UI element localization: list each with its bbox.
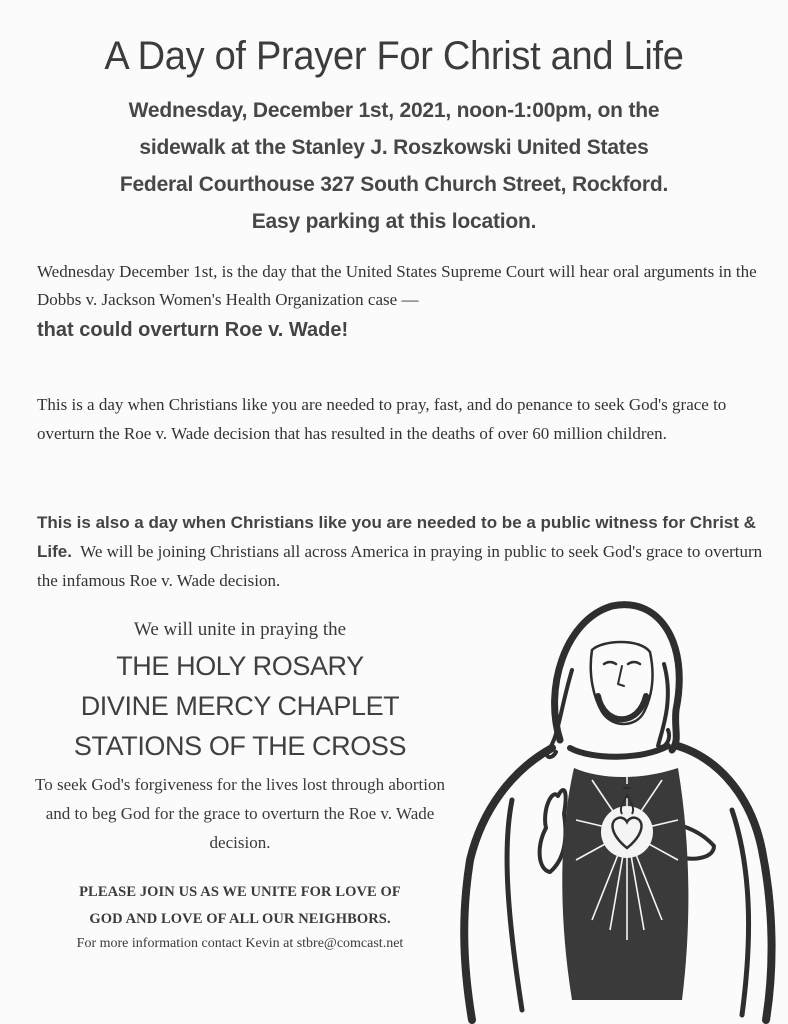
paragraph-emphasis: that could overturn Roe v. Wade! xyxy=(37,319,349,341)
robe-body xyxy=(562,768,688,1000)
event-details xyxy=(0,92,788,240)
hair-right xyxy=(658,664,669,747)
eye-left xyxy=(604,662,616,664)
face-outline xyxy=(591,642,653,724)
mantle-left xyxy=(507,800,522,1010)
heart-glow xyxy=(601,806,653,858)
join-call xyxy=(30,879,450,933)
event-details-line: Wednesday, December 1st, 2021, noon-1:00pm, on the xyxy=(128,99,660,122)
event-details-line: Easy parking at this location. xyxy=(251,210,537,233)
flyer-title: A Day of Prayer For Christ and Life xyxy=(104,34,684,78)
event-details-line: Federal Courthouse 327 South Church Street, Rockford. xyxy=(119,173,669,196)
eye-right xyxy=(628,662,640,664)
join-call-line: PLEASE JOIN US AS WE UNITE FOR LOVE OF xyxy=(79,884,401,900)
event-details-line: sidewalk at the Stanley J. Roszkowski United States xyxy=(139,136,649,159)
hair-outline xyxy=(555,605,680,750)
prayer-list xyxy=(30,646,450,766)
nose xyxy=(618,666,624,686)
robe-right xyxy=(678,746,772,1020)
prayer-item: STATIONS OF THE CROSS xyxy=(73,731,407,761)
public-witness-paragraph xyxy=(37,508,767,595)
prayer-item: DIVINE MERCY CHAPLET xyxy=(80,691,400,721)
mantle-right xyxy=(732,810,749,1015)
paragraph-text: Wednesday December 1st, is the day that the United States Supreme Court will hear oral arguments in the Dobbs v. Jackson Women's Health Organization case — xyxy=(37,262,757,309)
prayer-fast-paragraph: This is a day when Christians like you are needed to pray, fast, and do penance to seek God's grace to overturn the Roe v. Wade decision that has resulted in the deaths of over 60 million children. xyxy=(37,395,727,443)
prayer-program xyxy=(30,616,450,955)
sacred-heart-illustration xyxy=(452,600,788,1024)
unite-intro: We will unite in praying the xyxy=(133,619,347,640)
contact-info: For more information contact Kevin at stbre@comcast.net xyxy=(76,936,404,951)
paragraph-emphasis: This is also a day when Christians like you are needed to be a public witness for Christ & Life. xyxy=(37,513,756,561)
paragraph-text: We will be joining Christians all across America in praying in public to seek God's grace to overturn the infamous Roe v. Wade decision. xyxy=(37,542,763,590)
join-call-line: GOD AND LOVE OF ALL OUR NEIGHBORS. xyxy=(89,911,391,927)
neckline xyxy=(570,746,668,757)
prayer-purpose: To seek God's forgiveness for the lives lost through abortion and to beg God for the grace to overturn the Roe v. Wade decision. xyxy=(35,775,445,852)
raised-hand xyxy=(540,790,566,872)
supreme-court-paragraph xyxy=(37,258,767,344)
prayer-item: THE HOLY ROSARY xyxy=(116,651,364,681)
